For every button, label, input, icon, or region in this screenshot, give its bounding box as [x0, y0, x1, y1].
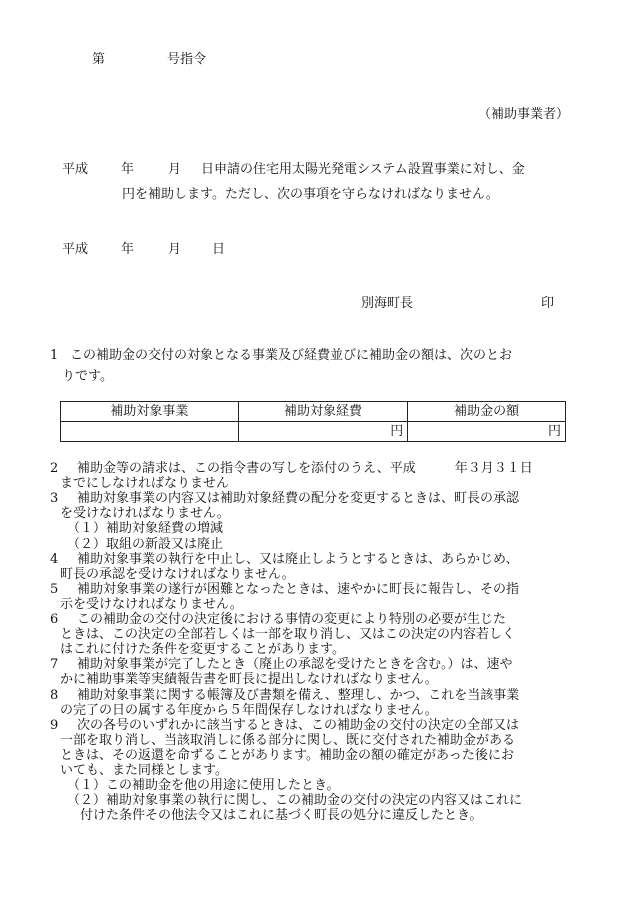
item1-line2: りです。	[62, 369, 113, 384]
condition-subitem-line: （２）補助対象事業の執行に関し、この補助金の交付の決定の内容又はこれに	[67, 793, 523, 809]
intro-year: 年	[121, 162, 135, 177]
item1-line1: この補助金の交付の対象となる事業及び経費並びに補助金の額は、次のとお	[70, 348, 513, 363]
condition-number: 5	[50, 581, 59, 597]
condition-number: 6	[50, 612, 59, 627]
intro-era: 平成	[62, 162, 89, 177]
condition-text-line: かに補助事業等実績報告書を町長に提出しなければなりません。	[60, 672, 438, 688]
table-row	[61, 422, 566, 442]
condition-text-line: ときは、この決定の全部若しくは一部を取り消し、又はこの決定の内容若しく	[60, 627, 516, 643]
condition-number: 7	[50, 657, 59, 673]
header-target-cost: 補助対象経費	[238, 402, 408, 422]
condition-text-line: までにしなければなりません	[60, 476, 230, 492]
gou-shirei-label: 号指令	[167, 52, 207, 67]
item1-number: 1	[50, 348, 59, 363]
condition-text-line: 一部を取り消し、当該取消しに係る部分に関し、既に交付された補助金がある	[60, 732, 516, 748]
cell-target-cost: 円	[238, 422, 408, 442]
condition-text-line: 補助対象事業が完了したとき（廃止の承認を受けたときを含む。）は、速や	[77, 657, 513, 673]
condition-text-line: 補助対象事業に関する帳簿及び書類を備え、整理し、かつ、これを当該事業	[77, 687, 520, 703]
intro-month: 月	[168, 162, 182, 177]
condition-text-line: の完了の日の属する年度から５年間保存しなければなりません。	[60, 702, 438, 718]
dai-label: 第	[92, 52, 106, 67]
condition-subitem-line: （１）補助対象経費の増減	[67, 521, 224, 537]
condition-subitem-line: （２）取組の新設又は廃止	[67, 536, 224, 552]
condition-number: 8	[50, 687, 59, 703]
condition-subitem-line: （１）この補助金を他の用途に使用したとき。	[67, 778, 340, 794]
condition-number: 3	[50, 491, 59, 507]
recipient-label: （補助事業者）	[478, 107, 570, 122]
condition-text-line: この補助金の交付の決定後における事情の変更により特別の必要が生じた	[77, 612, 507, 627]
seal-mark: 印	[541, 296, 555, 311]
condition-number: 4	[50, 551, 59, 567]
intro-text-line1: 日申請の住宅用太陽光発電システム設置事業に対し、金	[201, 162, 525, 177]
condition-text-line: 次の各号のいずれかに該当するときは、この補助金の交付の決定の全部又は	[77, 717, 520, 733]
date-era: 平成	[62, 242, 89, 257]
subsidy-table	[60, 401, 566, 442]
condition-text-line: 町長の承認を受けなければなりません。	[60, 566, 295, 582]
condition-text-line: 示を受けなければなりません。	[60, 596, 243, 612]
cell-target-project	[61, 422, 239, 442]
table-header-row	[61, 402, 566, 422]
date-year: 年	[121, 242, 135, 257]
condition-text-line: ときは、その返還を命ずることがあります。補助金の額の確定があった後にお	[60, 747, 514, 763]
condition-text-line: はこれに付けた条件を変更することがあります。	[60, 642, 345, 658]
signature-title: 別海町長	[361, 296, 414, 311]
cell-subsidy-amount: 円	[408, 422, 566, 442]
condition-text-line: 補助対象事業の内容又は補助対象経費の配分を変更するときは、町長の承認	[77, 491, 520, 507]
condition-number: 9	[50, 717, 59, 733]
header-target-project: 補助対象事業	[61, 402, 239, 422]
intro-text-line2: 円を補助します。ただし、次の事項を守らなければなりません。	[122, 187, 499, 202]
header-subsidy-amount: 補助金の額	[408, 402, 566, 422]
condition-text-line: 補助対象事業の執行を中止し、又は廃止しようとするときは、あらかじめ、	[77, 551, 519, 567]
condition-subitem-line: 付けた条件その他法令又はこれに基づく町長の処分に違反したとき。	[67, 808, 483, 824]
date-month: 月	[168, 242, 182, 257]
condition-number: 2	[50, 461, 59, 476]
condition-text-line: いても、また同様とします。	[60, 763, 228, 778]
date-day: 日	[212, 242, 226, 257]
condition-text-line: 補助金等の請求は、この指令書の写しを添付のうえ、平成 年３月３１日	[77, 461, 533, 476]
condition-text-line: 補助対象事業の遂行が困難となったときは、速やかに町長に報告し、その指	[77, 581, 520, 597]
condition-text-line: を受けなければなりません。	[60, 506, 230, 522]
